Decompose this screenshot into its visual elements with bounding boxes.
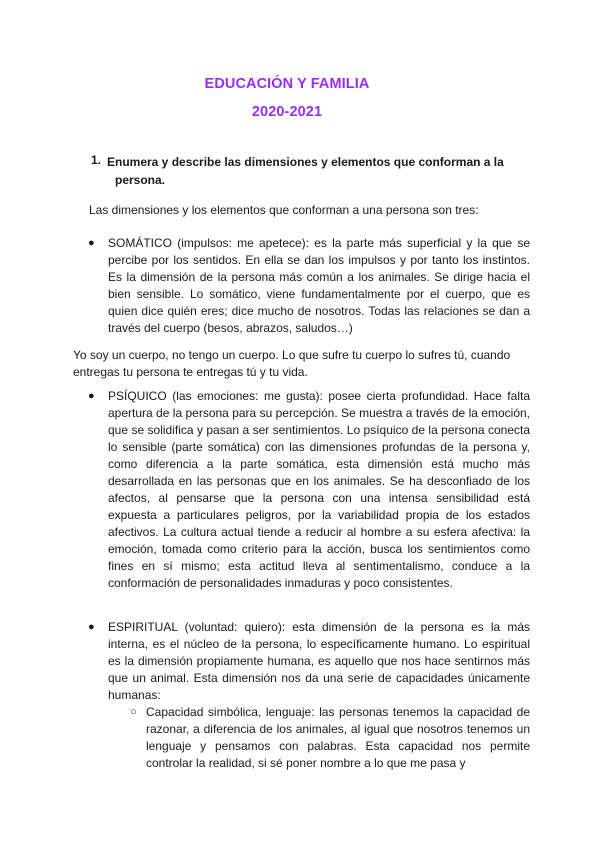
question-line-2: persona. — [115, 173, 166, 187]
dimension-somatico: SOMÁTICO (impulsos: me apetece): es la parte más superficial y la que se percibe por los sentidos. En ella se dan los impulsos y por tanto los instintos. Es la dimensión de la persona más común a los animales. Se dirige hacia el bien sensible. Lo somático, viene fundamentalmente por el cuerpo, que es quien dice quién eres; dice mucho de nosotros. Todas las relaciones se dan a través del cuerpo (besos, abrazos, saludos…) — [108, 236, 530, 335]
bullet-icon: ● — [88, 237, 95, 249]
bullet-icon: ● — [88, 390, 95, 402]
intro-paragraph: Las dimensiones y los elementos que conforman a una persona son tres: — [89, 203, 479, 217]
question-text — [107, 153, 529, 189]
document-year: 2020-2021 — [251, 104, 323, 120]
dimension-espiritual: ESPIRITUAL (voluntad: quiero): esta dimensión de la persona es la más interna, es el núcleo de la persona, lo específicamente humano. Lo espiritual es la dimensión propiamente humana, es aquello que nos hace sentirnos más que un animal. Esta dimensión nos da una serie de capacidades únicamente humanas: — [108, 620, 530, 702]
bullet-icon: ● — [88, 621, 95, 633]
document-title: EDUCACIÓN Y FAMILIA — [204, 76, 370, 92]
body-paragraph: Yo soy un cuerpo, no tengo un cuerpo. Lo que sufre tu cuerpo lo sufres tú, cuando entregas tu persona te entregas tú y tu vida. — [73, 348, 511, 379]
sub-bullet-icon: ○ — [130, 706, 137, 718]
question-line-1: Enumera y describe las dimensiones y elementos que conforman a la — [107, 155, 504, 169]
dimension-psiquico: PSÍQUICO (las emociones: me gusta): posee cierta profundidad. Hace falta apertura de la persona para su percepción. Se muestra a través de la emoción, que se solidifica y pasan a ser sentimientos. Lo psíquico de la persona conecta lo sensible (parte somática) con las dimensiones profundas de la persona y, como diferencia a la parte somática, esta dimensión está mucho más desarrollada en las personas que en los animales. Se ha desconfiado de los afectos, al pensarse que la persona con una intensa sensibilidad está expuesta a particulares peligros, por la variabilidad propia de los estados afectivos. La cultura actual tiende a reducir al hombre a su esfera afectiva: la emoción, tomada como criterio para la acción, busca los sentimientos como fines en sí mismo; esta actitud lleva al sentimentalismo, conduce a la conformación de personalidades inmaduras y poco consistentes. — [108, 389, 530, 590]
question-number: 1. — [91, 153, 102, 167]
capacity-simbolica: Capacidad simbólica, lenguaje: las personas tenemos la capacidad de razonar, a diferencia de los animales, al igual que nosotros tenemos un lenguaje y pensamos con palabras. Esta capacidad nos permite controlar la realidad, si sé poner nombre a lo que me pasa y — [146, 705, 530, 770]
